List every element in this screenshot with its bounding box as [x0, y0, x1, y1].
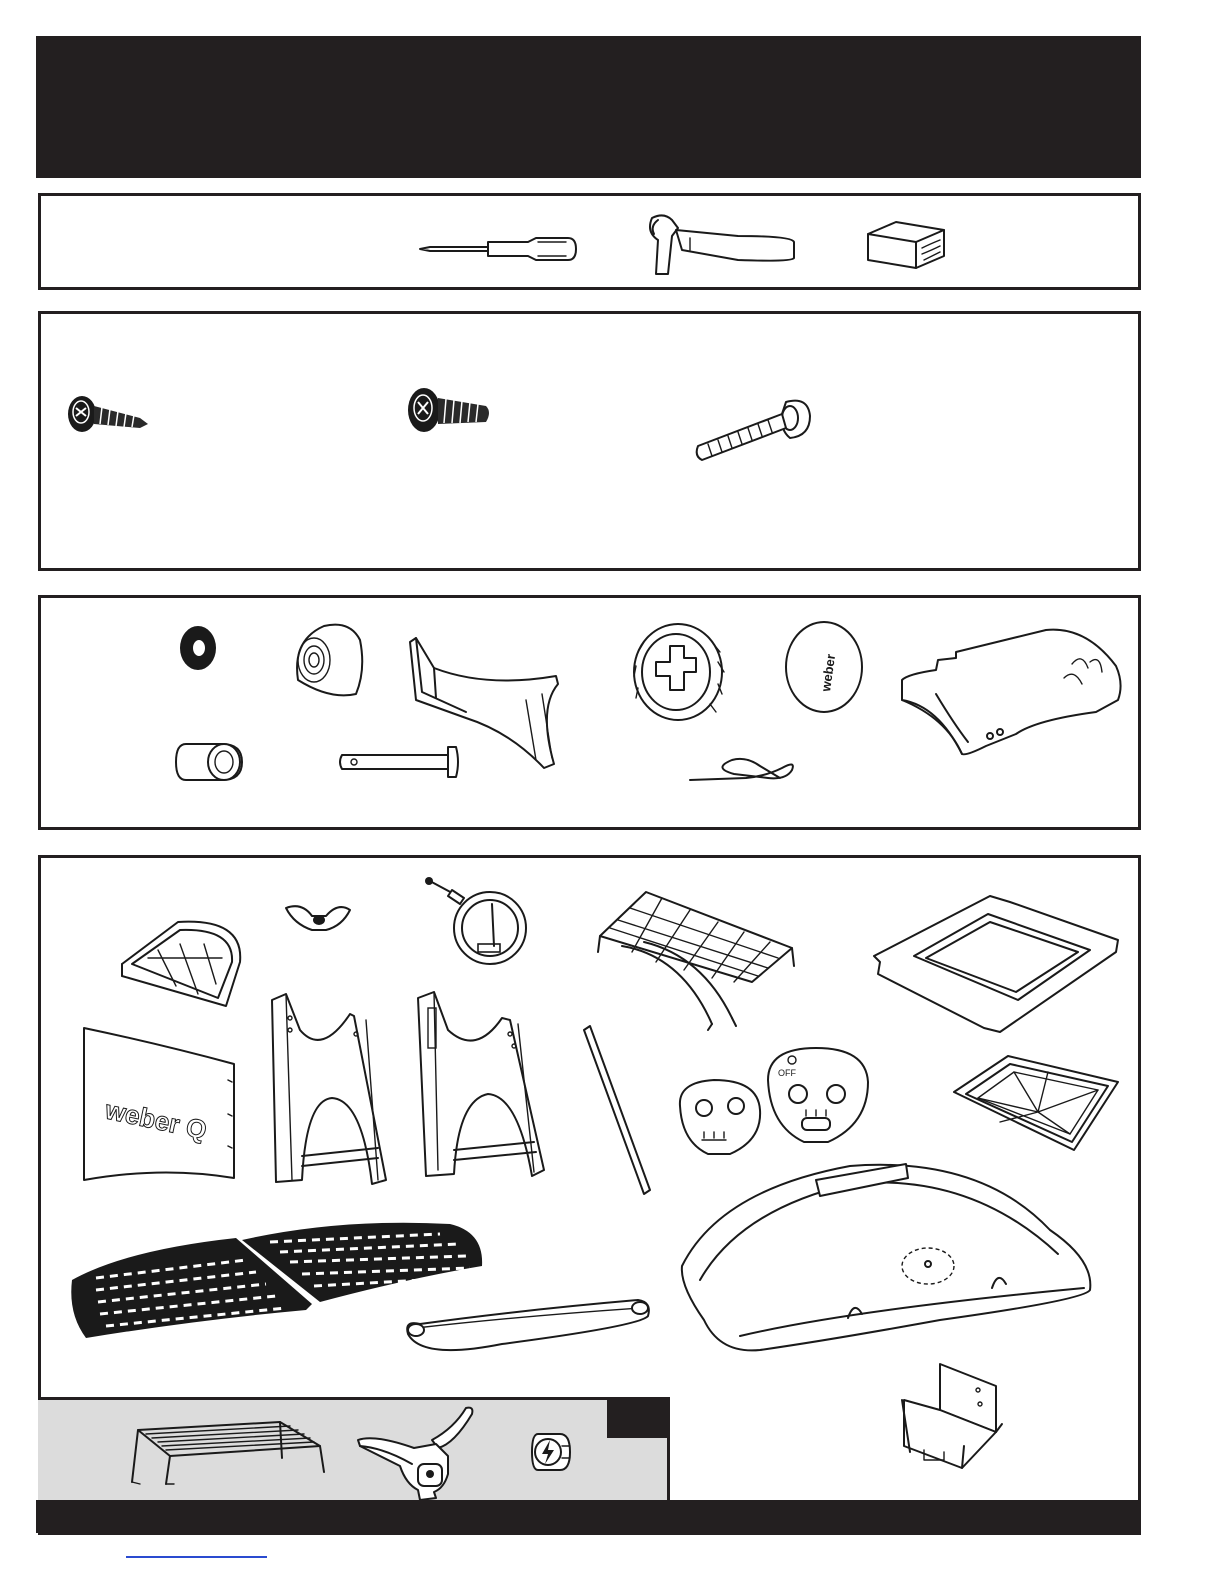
thermometer-icon [424, 876, 530, 968]
pan-head-screw-long-icon [694, 394, 814, 464]
tools-panel [38, 193, 1141, 290]
header-bar [36, 36, 1141, 178]
disposable-drip-pan-icon [950, 1052, 1122, 1156]
screwdriver-icon [418, 234, 578, 264]
roasting-rack-icon [130, 1418, 326, 1488]
side-table-icon [896, 624, 1124, 760]
hardware-panel [38, 311, 1141, 571]
left-leg-icon [266, 990, 392, 1186]
grill-lid-icon [680, 1160, 1094, 1354]
pan-head-screw-medium-icon [404, 384, 494, 440]
warming-rack-icon [592, 888, 802, 1032]
foot-cap-icon [290, 620, 368, 704]
hammer-icon [642, 210, 802, 280]
control-knob-small-icon [674, 1076, 764, 1158]
wood-block-icon [866, 220, 948, 270]
spacer-icon [172, 738, 246, 786]
hubcap-icon [784, 620, 866, 714]
catch-pan-holder-icon [900, 1360, 1006, 1472]
washer-icon [178, 624, 218, 672]
control-panel-bracket-icon [118, 914, 248, 1012]
heat-shield-icon [82, 1026, 238, 1188]
axle-rod-icon [582, 1024, 652, 1196]
wheel-icon [630, 622, 726, 722]
pan-head-screw-short-icon [64, 390, 150, 440]
lid-handle-icon [402, 1296, 652, 1358]
cooking-grate-right-icon [240, 1218, 486, 1306]
igniter-button-icon [530, 1428, 572, 1476]
knob-off-label: OFF [778, 1068, 796, 1078]
right-leg-icon [414, 990, 548, 1186]
drip-pan-tray-icon [870, 892, 1126, 1042]
axle-pin-icon [338, 743, 462, 781]
heat-shield-brand: weber Q [102, 1094, 210, 1146]
hubcap-brand: weber [818, 653, 839, 693]
burner-tube-icon [354, 1404, 478, 1500]
wing-nut-icon [282, 898, 354, 938]
footer-link-underline [126, 1556, 267, 1558]
hair-pin-clip-icon [686, 752, 800, 786]
footer-bar [36, 1500, 1141, 1533]
control-knob-large-icon [762, 1046, 872, 1146]
kit-tag [607, 1398, 669, 1438]
